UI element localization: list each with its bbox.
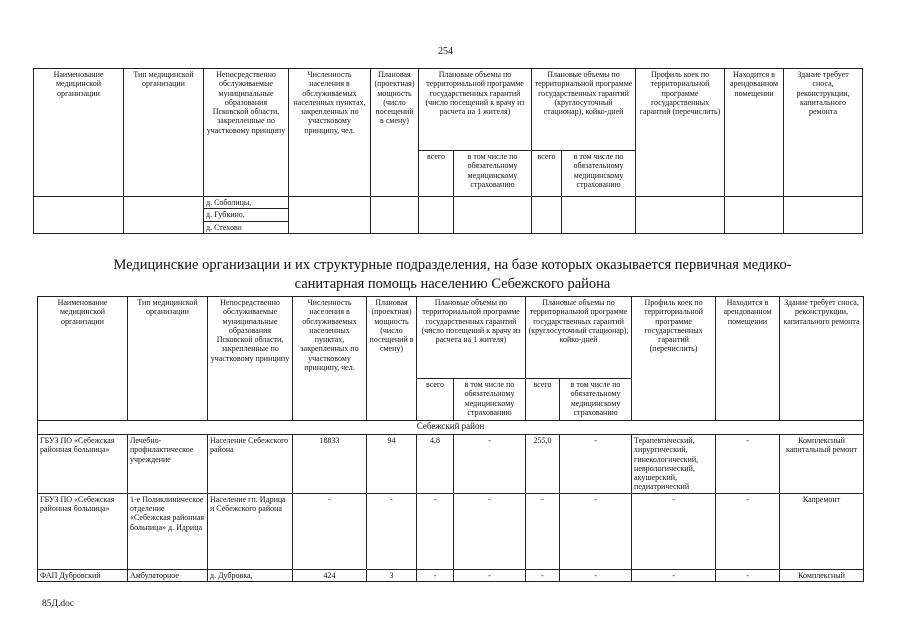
row1-capacity: -: [367, 493, 417, 569]
row1-stat-total: -: [526, 493, 560, 569]
row1-served: Население гп. Идрица и Себежского района: [208, 493, 293, 569]
region-row: Себежский район: [38, 421, 864, 435]
row1-population: -: [293, 493, 367, 569]
table1-served-0: д. Соболицы,: [204, 197, 289, 209]
header-name: Наименование медицинской организации: [34, 69, 124, 197]
header-stationary: Плановые объемы по территориальной программе государственных гарантий (круглосуточный стационар), койко-дней: [532, 69, 636, 151]
row2-stat-oms: -: [560, 569, 632, 581]
row1-type: 1-е Поликлиническое отделение «Себежская районная больница» д. Идрица: [128, 493, 208, 569]
header-beds-profile: Профиль коек по территориальной программе государственных гарантий (перечислить): [632, 297, 716, 421]
row1-visits-oms: -: [454, 493, 526, 569]
row2-repair: Комплексный: [780, 569, 864, 581]
row0-stat-oms: -: [560, 435, 632, 494]
row0-visits-oms: -: [454, 435, 526, 494]
row0-beds: Терапевтический, хирургический, гинекологический, неврологический, акушерский, педиатрический: [632, 435, 716, 494]
row2-population: 424: [293, 569, 367, 581]
row2-type: Амбулаторное: [128, 569, 208, 581]
row1-rented: -: [716, 493, 780, 569]
row2-served: д. Дубровка,: [208, 569, 293, 581]
header-rented: Находится в арендованном помещении: [725, 69, 784, 197]
header-stationary: Плановые объемы по территориальной программе государственных гарантий (круглосуточный стационар), койко-дней: [526, 297, 632, 379]
row2-stat-total: -: [526, 569, 560, 581]
row1-visits-total: -: [417, 493, 454, 569]
header-stat-total: всего: [526, 379, 560, 421]
header-capacity: Плановая (проектная) мощность (число посещений в смену): [367, 297, 417, 421]
header-visits-oms: в том числе по обязательному медицинскому страхованию: [454, 379, 526, 421]
row1-beds: -: [632, 493, 716, 569]
header-repair: Здание требует сноса, реконструкции, капитального ремонта: [784, 69, 863, 197]
row2-name: ФАП Дубровский: [38, 569, 128, 581]
row1-stat-oms: -: [560, 493, 632, 569]
row0-rented: -: [716, 435, 780, 494]
header-name: Наименование медицинской организации: [38, 297, 128, 421]
header-population: Численность населения в обслуживаемых населенных пунктах, закрепленных по участковому принципу, чел.: [289, 69, 371, 197]
row0-capacity: 94: [367, 435, 417, 494]
row2-rented: -: [716, 569, 780, 581]
header-visits-total: всего: [419, 151, 454, 197]
row2-visits-oms: -: [454, 569, 526, 581]
header-stat-total: всего: [532, 151, 562, 197]
row0-stat-total: 255,0: [526, 435, 560, 494]
row2-beds: -: [632, 569, 716, 581]
row0-type: Лечебно-профилактическое учреждение: [128, 435, 208, 494]
header-visits-total: всего: [417, 379, 454, 421]
row0-population: 18833: [293, 435, 367, 494]
section-title-line1: Медицинские организации и их структурные подразделения, на базе которых оказывается первичная медико-: [113, 257, 792, 273]
header-population: Численность населения в обслуживаемых населенных пунктах, закрепленных по участковому принципу, чел.: [293, 297, 367, 421]
page-number: 254: [438, 46, 453, 57]
header-stat-oms: в том числе по обязательному медицинскому страхованию: [560, 379, 632, 421]
header-visits-oms: в том числе по обязательному медицинскому страхованию: [454, 151, 532, 197]
header-visits: Плановые объемы по территориальной программе государственных гарантий (число посещений к врачу из расчета на 1 жителя): [419, 69, 532, 151]
row0-visits-total: 4,8: [417, 435, 454, 494]
row1-name: ГБУЗ ПО «Себежская районная больница»: [38, 493, 128, 569]
table1-served-2: д. Стехово: [204, 221, 289, 233]
header-type: Тип медицинской организации: [128, 297, 208, 421]
row2-visits-total: -: [417, 569, 454, 581]
table1-served-1: д. Губкино,: [204, 209, 289, 221]
header-type: Тип медицинской организации: [124, 69, 204, 197]
header-capacity: Плановая (проектная) мощность (число посещений в смену): [371, 69, 419, 197]
row1-repair: Капремонт: [780, 493, 864, 569]
row0-name: ГБУЗ ПО «Себежская районная больница»: [38, 435, 128, 494]
header-beds-profile: Профиль коек по территориальной программе государственных гарантий (перечислить): [636, 69, 725, 197]
header-visits: Плановые объемы по территориальной программе государственных гарантий (число посещений к врачу из расчета на 1 жителя): [417, 297, 526, 379]
row0-repair: Комплексный капитальный ремонт: [780, 435, 864, 494]
row2-capacity: 3: [367, 569, 417, 581]
header-served: Непосредственно обслуживаемые муниципальные образования Псковской области, закрепленные по участковому принципу: [208, 297, 293, 421]
row0-served: Население Себежского района: [208, 435, 293, 494]
header-rented: Находится в арендованном помещении: [716, 297, 780, 421]
header-repair: Здание требует сноса, реконструкции, капитального ремонта: [780, 297, 864, 421]
section-title-line2: санитарная помощь населению Себежского района: [294, 276, 611, 292]
table-sebezh: [37, 296, 864, 582]
header-stat-oms: в том числе по обязательному медицинскому страхованию: [562, 151, 636, 197]
table-continuation: [33, 68, 863, 234]
footer-filename: 85Д.doc: [42, 599, 75, 609]
header-served: Непосредственно обслуживаемые муниципальные образования Псковской области, закрепленные по участковому принципу: [204, 69, 289, 197]
